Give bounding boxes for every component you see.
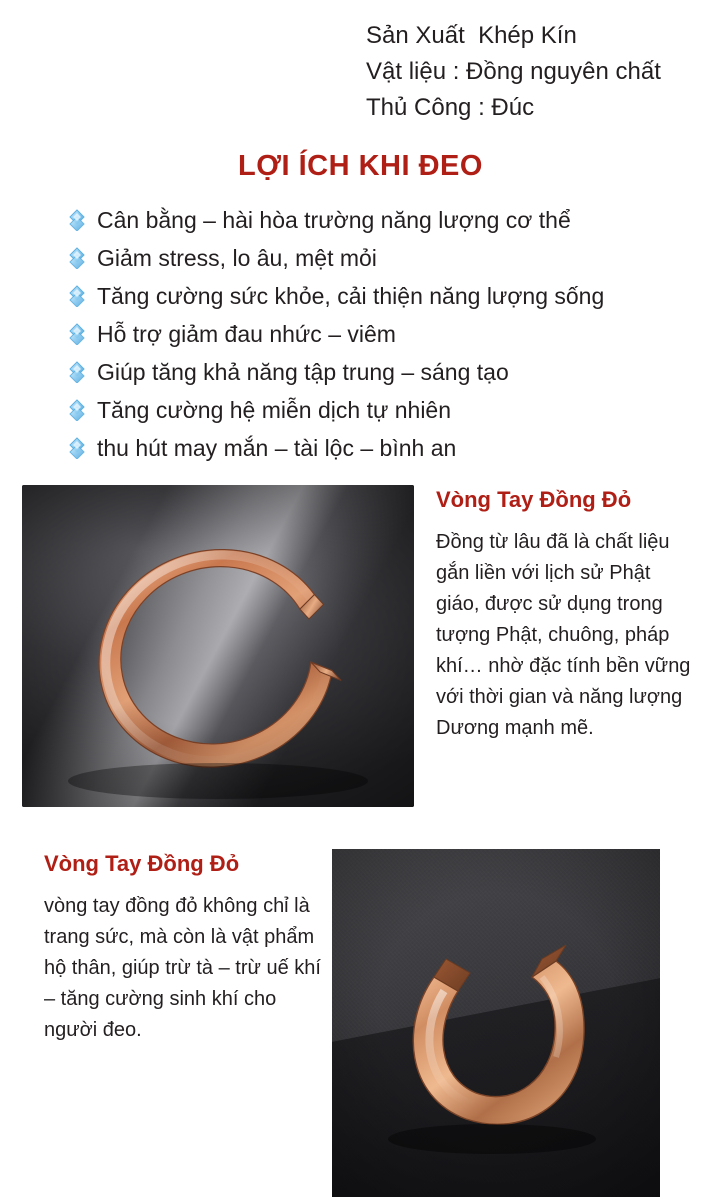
copper-bracelet-photo	[22, 485, 414, 807]
list-item	[66, 353, 711, 391]
section-bracelet-body: Đồng từ lâu đã là chất liệu gắn liền với lịch sử Phật giáo, được sử dụng trong tượng Phật, chuông, pháp khí… nhờ đặc tính bền vững với thời gian và năng lượng Dương mạnh mẽ.	[436, 531, 691, 739]
section-ring-body: vòng tay đồng đỏ không chỉ là trang sức, mà còn là vật phẩm hộ thân, giúp trừ tà – trừ uế khí – tăng cường sinh khí cho người đeo.	[44, 895, 321, 1041]
benefits-title: LỢI ÍCH KHI ĐEO	[238, 150, 483, 182]
list-item	[66, 315, 711, 353]
header-block	[0, 0, 711, 126]
list-item-label: Tăng cường hệ miễn dịch tự nhiên	[97, 397, 452, 423]
diamond-icon	[66, 247, 88, 269]
section-bracelet-title: Vòng Tay Đồng Đỏ	[436, 487, 632, 512]
section-ring-text	[44, 849, 324, 1046]
diamond-icon	[66, 323, 88, 345]
list-item-label: Tăng cường sức khỏe, cải thiện năng lượng sống	[97, 283, 605, 309]
list-item-label: thu hút may mắn – tài lộc – bình an	[97, 435, 457, 461]
diamond-icon	[66, 437, 88, 459]
list-item-label: Hỗ trợ giảm đau nhức – viêm	[97, 321, 396, 347]
photo-vignette	[332, 849, 660, 1197]
copper-ring-photo	[332, 849, 660, 1197]
list-item	[66, 201, 711, 239]
header-line-3: Thủ Công : Đúc	[366, 94, 535, 121]
list-item-label: Giảm stress, lo âu, mệt mỏi	[97, 245, 377, 271]
list-item	[66, 429, 711, 467]
diamond-icon	[66, 209, 88, 231]
photo-vignette	[22, 485, 414, 807]
diamond-icon	[66, 285, 88, 307]
list-item	[66, 391, 711, 429]
diamond-icon	[66, 399, 88, 421]
header-line-2: Vật liệu : Đồng nguyên chất	[366, 58, 661, 85]
section-ring	[0, 849, 711, 1197]
list-item	[66, 277, 711, 315]
list-item-label: Giúp tăng khả năng tập trung – sáng tạo	[97, 359, 509, 385]
section-bracelet-text	[436, 485, 691, 744]
list-item-label: Cân bằng – hài hòa trường năng lượng cơ thể	[97, 207, 571, 233]
header-line-1: Sản Xuất Khép Kín	[366, 22, 577, 49]
section-ring-title: Vòng Tay Đồng Đỏ	[44, 851, 240, 876]
benefits-list	[0, 201, 711, 467]
diamond-icon	[66, 361, 88, 383]
list-item	[66, 239, 711, 277]
section-bracelet	[0, 485, 711, 807]
